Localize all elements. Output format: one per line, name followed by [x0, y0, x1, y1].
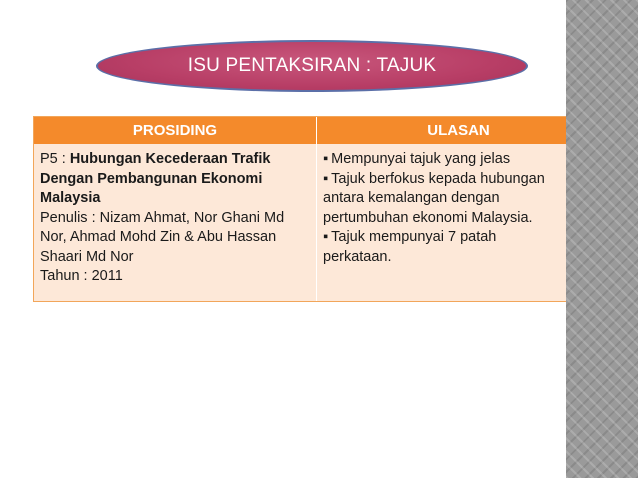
cell-ulasan — [317, 144, 600, 301]
ulasan-line-6: perkataan. — [323, 248, 392, 265]
prosiding-prefix: P5 : — [40, 151, 70, 167]
bullet-icon: ▪ — [323, 229, 329, 245]
review-table — [33, 116, 601, 302]
header-ulasan: ULASAN — [427, 122, 490, 139]
ulasan-line-4: pertumbuhan ekonomi Malaysia. — [323, 209, 533, 226]
prosiding-author-line-2: Nor, Ahmad Mohd Zin & Abu Hassan — [40, 229, 277, 245]
prosiding-title-line-1 — [40, 150, 310, 170]
prosiding-author-line-3: Shaari Md Nor — [40, 248, 134, 265]
prosiding-title-part-1: Hubungan Kecederaan Trafik — [69, 151, 271, 167]
ulasan-line-1 — [323, 150, 594, 170]
prosiding-title-part-2: Dengan Pembangunan Ekonomi — [40, 170, 263, 187]
ulasan-text-5: Tajuk mempunyai 7 patah — [331, 229, 497, 245]
prosiding-title-part-3: Malaysia — [40, 190, 101, 206]
prosiding-author-line-1: Penulis : Nizam Ahmat, Nor Ghani Md — [40, 209, 285, 226]
decorative-side-strip — [566, 0, 638, 478]
bullet-icon: ▪ — [323, 151, 329, 167]
bullet-icon: ▪ — [323, 170, 329, 187]
ulasan-text-2: Tajuk berfokus kepada hubungan — [331, 170, 545, 187]
slide-title: ISU PENTAKSIRAN : TAJUK — [187, 55, 437, 76]
title-oval — [96, 40, 528, 92]
table-row — [34, 144, 600, 301]
header-prosiding: PROSIDING — [34, 117, 317, 144]
cell-prosiding — [34, 144, 317, 301]
table-header-row — [34, 117, 600, 144]
ulasan-line-3: antara kemalangan dengan — [323, 190, 500, 206]
ulasan-text-1: Mempunyai tajuk yang jelas — [331, 151, 511, 167]
prosiding-year: Tahun : 2011 — [40, 268, 123, 284]
ulasan-line-5 — [323, 228, 594, 248]
ulasan-line-2 — [323, 170, 594, 190]
